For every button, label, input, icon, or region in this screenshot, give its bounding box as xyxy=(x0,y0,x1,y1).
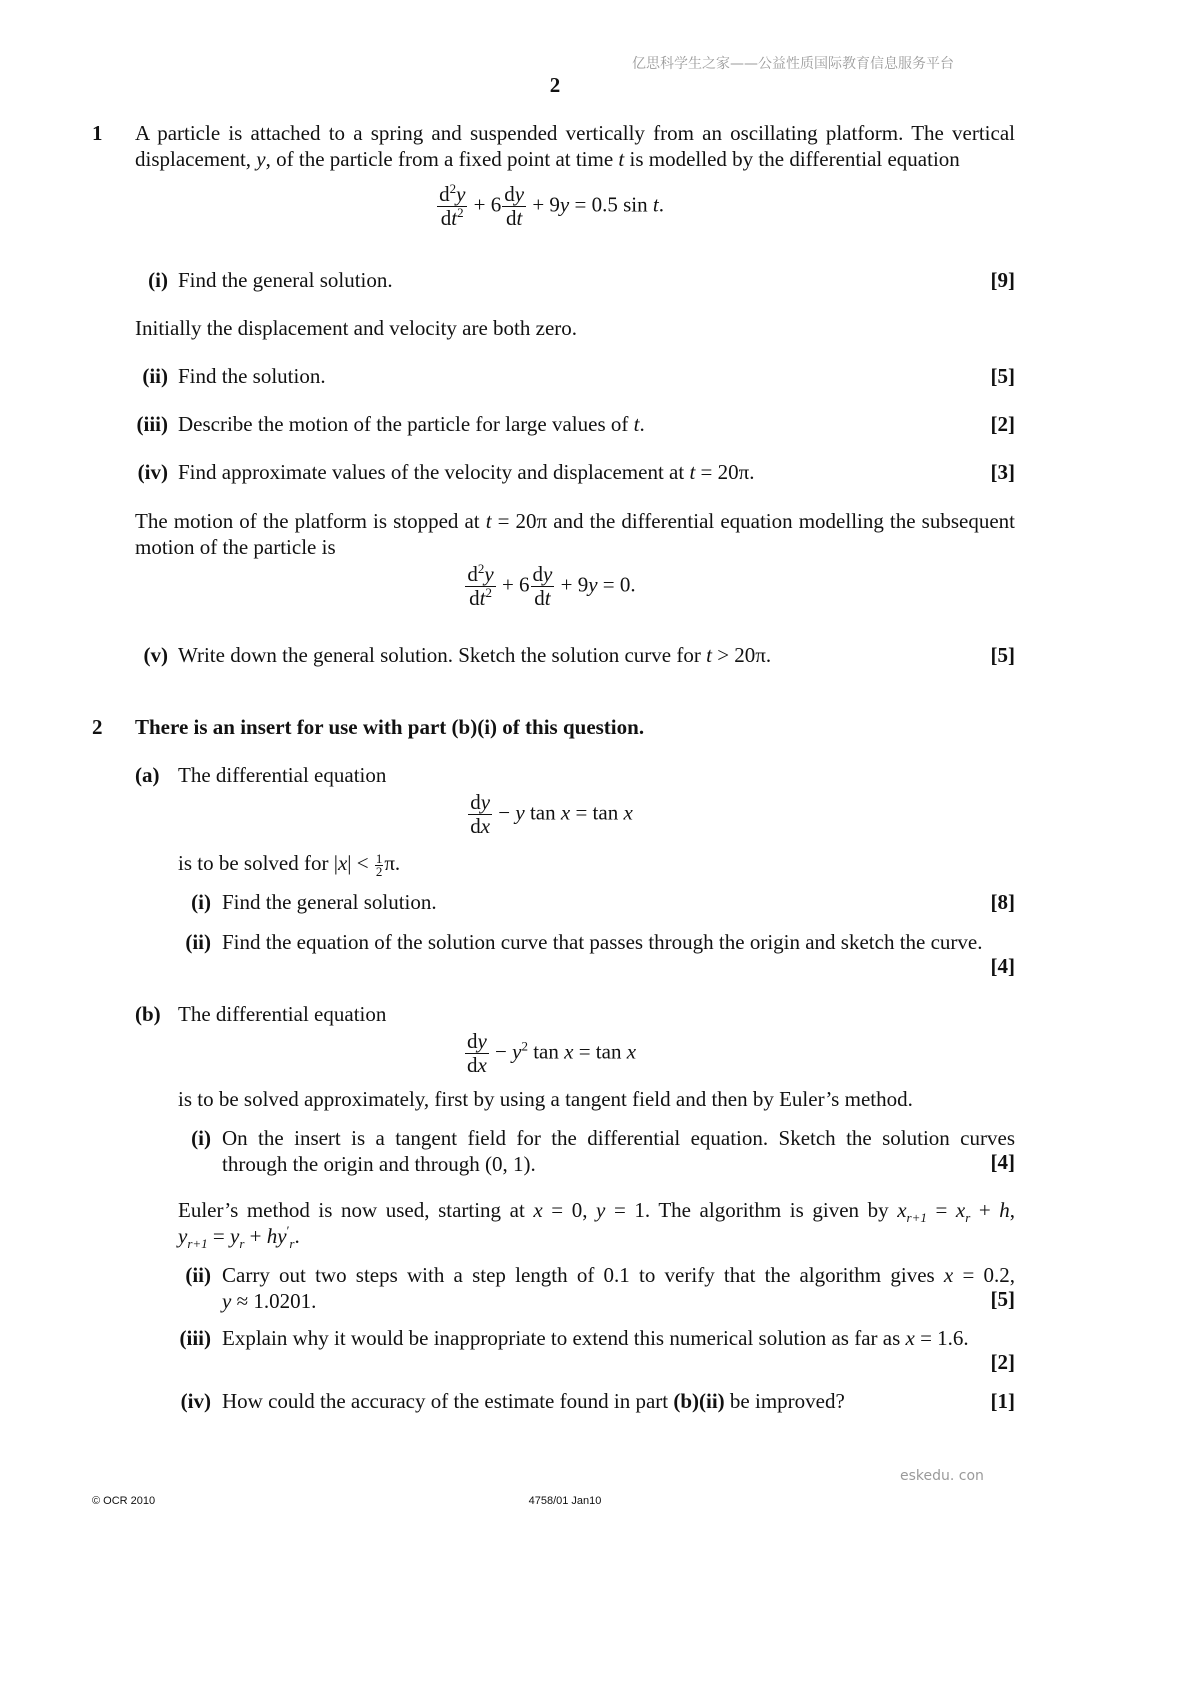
q1-part-iii-text: Describe the motion of the particle for large values of t. xyxy=(178,412,645,436)
q1-part-i-label: (i) xyxy=(148,268,168,292)
q2-part-a-ii-marks: [4] xyxy=(990,954,1015,978)
q1-part-v-text: Write down the general solution. Sketch the solution curve for t > 20π. xyxy=(178,643,772,667)
q2-insert-note: There is an insert for use with part (b)(i) of this question. xyxy=(135,715,645,739)
q2-part-b-iv-text: How could the accuracy of the estimate found in part (b)(ii) be improved? xyxy=(222,1389,845,1413)
q2-part-b-iii-marks: [2] xyxy=(990,1350,1015,1374)
q2-part-a-i-text: Find the general solution. xyxy=(222,890,437,914)
footer-paper-code: 4758/01 Jan10 xyxy=(528,1495,602,1507)
watermark-bottom: eskedu. con xyxy=(900,1468,984,1484)
q1-platform-line1: The motion of the platform is stopped at t = 20π and the differential equation modelling the subsequent xyxy=(135,509,1015,533)
q2-part-a-ii-text: Find the equation of the solution curve that passes through the origin and sketch the curve. xyxy=(222,930,983,954)
q1-part-v-marks: [5] xyxy=(990,643,1015,667)
q2-part-a-ii-label: (ii) xyxy=(185,930,211,954)
q2-number: 2 xyxy=(92,715,103,739)
q1-part-iv-label: (iv) xyxy=(137,460,168,484)
q2-equation-b: $\frac{dy}{dx}$ − $y^2$ tan x = tan x xyxy=(466,1029,637,1077)
q1-number: 1 xyxy=(92,121,103,145)
q2-part-a-i-marks: [8] xyxy=(990,890,1015,914)
q2-part-a-domain: is to be solved for |x| < $\frac{1}{2}$ π. xyxy=(178,850,401,879)
q1-part-ii-marks: [5] xyxy=(990,364,1015,388)
q1-part-i-marks: [9] xyxy=(990,268,1015,292)
q2-part-b-iii-label: (iii) xyxy=(179,1326,211,1350)
q2-euler-text xyxy=(178,1197,1016,1252)
q1-part-iii-marks: [2] xyxy=(990,412,1015,436)
q2-part-b-ii-text xyxy=(222,1262,1015,1314)
q2-euler-line2: $y_{r+1} = y_r + hy'_r$. xyxy=(178,1223,300,1252)
q2-part-b-ii-line1: Carry out two steps with a step length of 0.1 to verify that the algorithm gives x = 0.2, xyxy=(222,1263,1016,1287)
q2-euler-line1: Euler’s method is now used, starting at x = 0, y = 1. The algorithm is given by $x_{r+1} = x_r + h$, xyxy=(178,1198,1016,1226)
q2-part-a-i-label: (i) xyxy=(191,890,211,914)
q1-platform-text xyxy=(135,508,1015,560)
q1-initial-conditions: Initially the displacement and velocity are both zero. xyxy=(135,316,578,340)
q1-part-iv-text: Find approximate values of the velocity and displacement at t = 20π. xyxy=(178,460,755,484)
q2-part-a-label: (a) xyxy=(135,763,160,787)
page-number: 2 xyxy=(549,73,561,97)
q2-part-b-iv-marks: [1] xyxy=(990,1389,1015,1413)
q2-part-b-i-line1: On the insert is a tangent field for the differential equation. Sketch the solution curves xyxy=(222,1126,1015,1150)
q2-part-b-i-line2: through the origin and through (0, 1). xyxy=(222,1152,536,1176)
q2-part-b-text: The differential equation xyxy=(178,1002,387,1026)
q1-equation-2: $\frac{d^2y}{dt^2}$ + 6 $\frac{dy}{dt}$ + 9y = 0. xyxy=(467,561,636,610)
q1-intro xyxy=(135,120,1015,172)
q1-intro-line2: displacement, y, of the particle from a fixed point at time t is modelled by the differential equation xyxy=(135,147,960,171)
q2-part-b-iii-text: Explain why it would be inappropriate to extend this numerical solution as far as x = 1.6. xyxy=(222,1326,969,1350)
q2-part-b-approx-text: is to be solved approximately, first by using a tangent field and then by Euler’s method. xyxy=(178,1087,913,1111)
q1-part-ii-label: (ii) xyxy=(142,364,168,388)
q2-part-b-i-label: (i) xyxy=(191,1126,211,1150)
q1-part-iv-marks: [3] xyxy=(990,460,1015,484)
q1-platform-line2: motion of the particle is xyxy=(135,535,336,559)
q1-part-i-text: Find the general solution. xyxy=(178,268,393,292)
q2-part-b-ii-marks: [5] xyxy=(990,1287,1015,1311)
q1-part-v-label: (v) xyxy=(143,643,168,667)
q1-part-ii-text: Find the solution. xyxy=(178,364,326,388)
q2-part-b-ii-line2: y ≈ 1.0201. xyxy=(222,1289,317,1313)
watermark-top: 亿思科学生之家——公益性质国际教育信息服务平台 xyxy=(632,56,954,72)
q1-equation-1: $\frac{d^2y}{dt^2}$ + 6 $\frac{dy}{dt}$ + 9y = 0.5 sin t. xyxy=(439,181,664,230)
q2-part-b-ii-label: (ii) xyxy=(185,1263,211,1287)
q2-part-b-i-text xyxy=(222,1125,1015,1177)
q1-intro-line1: A particle is attached to a spring and suspended vertically from an oscillating platform. The vertical xyxy=(135,121,1015,145)
q2-part-b-i-marks: [4] xyxy=(990,1150,1015,1174)
q2-part-b-label: (b) xyxy=(135,1002,161,1026)
q2-equation-a: $\frac{dy}{dx}$ − y tan x = tan x xyxy=(470,790,633,838)
q2-part-b-iv-label: (iv) xyxy=(180,1389,211,1413)
footer-copyright: © OCR 2010 xyxy=(92,1495,156,1507)
q1-part-iii-label: (iii) xyxy=(136,412,168,436)
q2-part-a-text: The differential equation xyxy=(178,763,387,787)
